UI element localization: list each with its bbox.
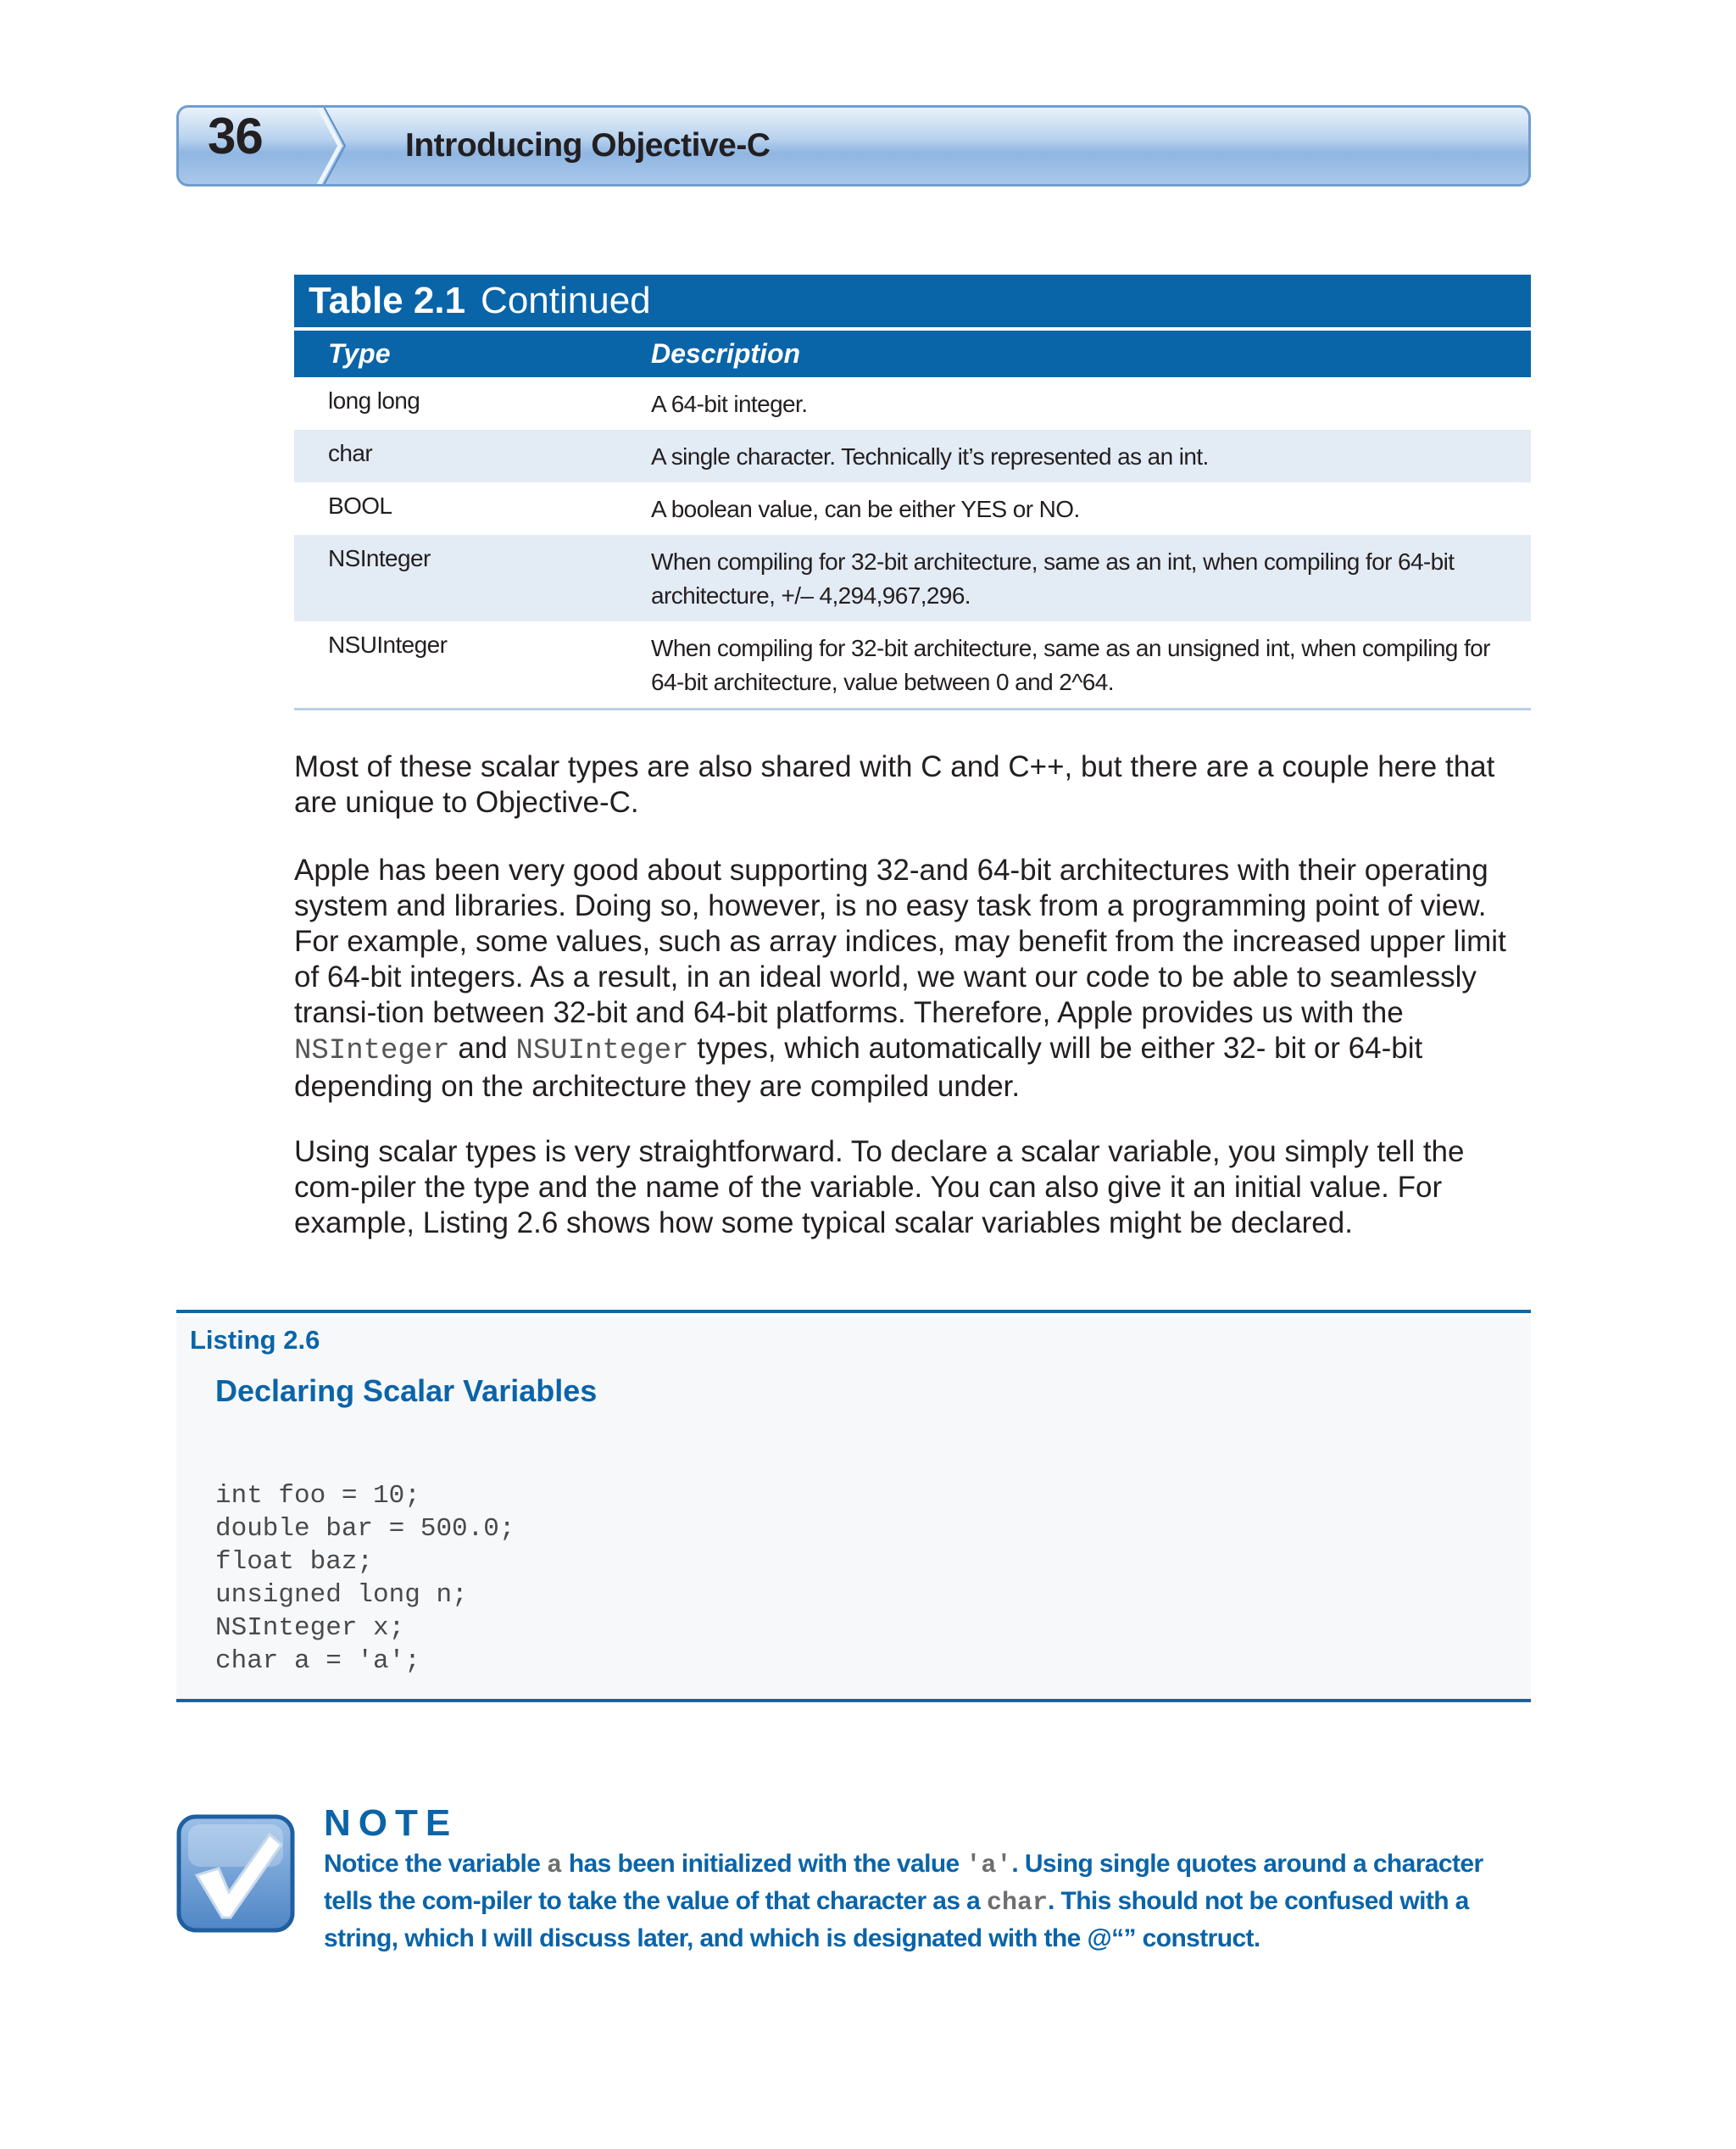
listing-top-rule xyxy=(176,1310,1531,1313)
paragraph-scalar-types: Most of these scalar types are also shared with C and C++, but there are a couple here that are unique to Objective-C. xyxy=(294,750,1495,819)
table-caption-number: Table 2.1 xyxy=(309,280,466,321)
cell-description: A single character. Technically it’s represented as an int. xyxy=(651,443,1209,470)
cell-description: When compiling for 32-bit architecture, same as an int, when compiling for 64-bit architecture, +/– 4,294,967,296. xyxy=(651,548,1455,609)
cell-type: BOOL xyxy=(328,493,392,519)
table-2-1 xyxy=(294,275,1531,710)
cell-description: When compiling for 32-bit architecture, same as an unsigned int, when compiling for 64-bit architecture, value between 0 and 2^64. xyxy=(651,635,1490,695)
note-text-part: has been initialized with the value xyxy=(562,1850,966,1878)
running-head-title: Introducing Objective-C xyxy=(405,127,771,164)
cell-description: A boolean value, can be either YES or NO. xyxy=(651,496,1080,522)
note-title: NOTE xyxy=(324,1802,459,1844)
note-text-part: . This should not be confused with a string, which I will discuss later, and which is designated with the @“” construct. xyxy=(324,1887,1469,1952)
column-header-description: Description xyxy=(651,338,801,369)
inline-code-char-literal: 'a' xyxy=(965,1851,1012,1880)
note-text-part: . Using single quotes around a character tells the com-piler to take the value of that character as a xyxy=(324,1850,1483,1915)
page-number: 36 xyxy=(208,108,263,164)
note-text-part: Notice the variable xyxy=(324,1850,548,1878)
inline-code-char-type: char xyxy=(987,1889,1049,1918)
note-text xyxy=(324,1846,1511,1957)
cell-type: NSInteger xyxy=(328,545,431,571)
paragraph-text: and xyxy=(449,1032,516,1065)
code-listing: int foo = 10; double bar = 500.0; float baz; unsigned long n; NSInteger x; char a = 'a'; xyxy=(215,1481,515,1676)
paragraph-text: types, which automatically will be either 32- bit or 64-bit depending on the architecture they are compiled under. xyxy=(294,1032,1423,1103)
running-header-bar xyxy=(176,105,1531,187)
table-caption-text: Continued xyxy=(481,280,651,321)
paragraph-text: Apple has been very good about supporting 32-and 64-bit architectures with their operating system and libraries. Doing so, however, is no easy task from a programming point of view. For example, some values, such as array indices, may benefit from the increased upper limit of 64-bit integers. As a result, in an ideal world, we want our code to be able to seamlessly transi-tion between 32-bit and 64-bit platforms. Therefore, Apple provides us with the xyxy=(294,854,1506,1029)
table-bottom-rule xyxy=(294,708,1531,710)
column-header-type: Type xyxy=(328,338,391,369)
table-row xyxy=(294,377,1531,430)
inline-code-variable-a: a xyxy=(547,1851,563,1880)
cell-description: A 64-bit integer. xyxy=(651,391,808,417)
table-row xyxy=(294,430,1531,482)
cell-type: char xyxy=(328,440,373,466)
inline-code-nsinteger: NSInteger xyxy=(294,1035,450,1067)
checkmark-icon xyxy=(176,1814,295,1933)
listing-title: Declaring Scalar Variables xyxy=(215,1373,598,1408)
chevron-divider-icon xyxy=(314,105,348,187)
inline-code-nsuinteger: NSUInteger xyxy=(515,1035,689,1067)
table-row xyxy=(294,621,1531,708)
paragraph-using-scalar-types: Using scalar types is very straightforward. To declare a scalar variable, you simply tell the com-piler the type and the name of the variable. You can also give it an initial value. For example, Listing 2.6 shows how some typical scalar variables might be declared. xyxy=(294,1135,1465,1239)
table-row xyxy=(294,535,1531,621)
paragraph-architectures xyxy=(294,853,1515,1105)
listing-bottom-rule xyxy=(176,1699,1531,1702)
table-caption xyxy=(294,275,1531,327)
table-row xyxy=(294,482,1531,535)
table-header-row xyxy=(294,331,1531,377)
cell-type: NSUInteger xyxy=(328,632,448,658)
listing-label: Listing 2.6 xyxy=(190,1325,320,1355)
cell-type: long long xyxy=(328,387,420,414)
